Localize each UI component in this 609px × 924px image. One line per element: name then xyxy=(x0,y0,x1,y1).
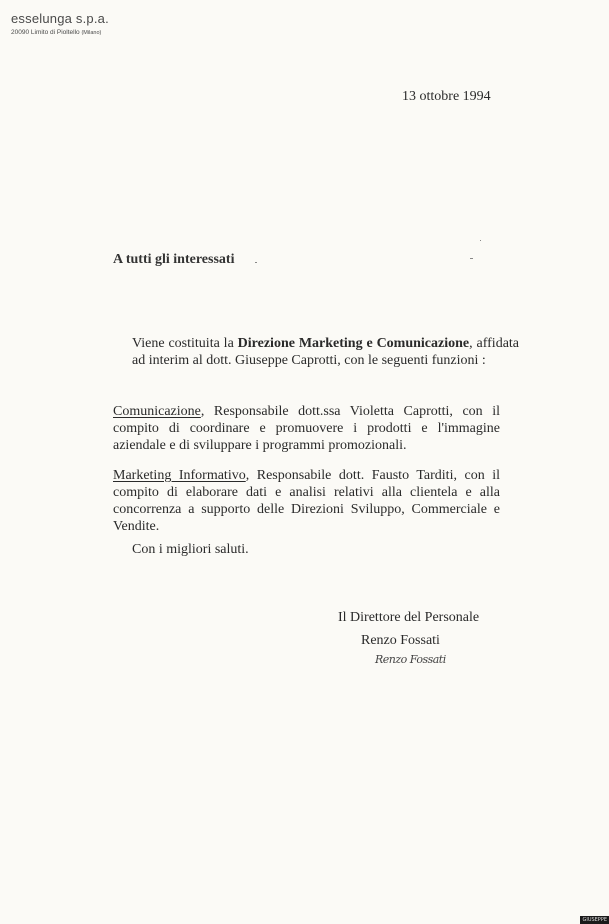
company-name: esselunga s.p.a. xyxy=(11,11,109,26)
section-heading-comunicazione: Comunicazione xyxy=(113,404,201,419)
paragraph-marketing-informativo xyxy=(113,467,500,535)
paper-speck xyxy=(480,240,481,241)
signatory-name: Renzo Fossati xyxy=(361,633,440,648)
handwritten-signature: Renzo Fossati xyxy=(375,653,446,666)
paragraph-comunicazione xyxy=(113,403,500,454)
department-name: Direzione Marketing e Comunicazione xyxy=(237,336,470,351)
section-heading-marketing: Marketing Informativo xyxy=(113,468,246,483)
intro-text-before: Viene costituita la xyxy=(132,336,238,351)
paper-speck xyxy=(255,262,257,263)
watermark-tag: GIUSEPPE xyxy=(582,917,607,923)
address-province: (Milano) xyxy=(81,30,102,36)
marketing-text: , Responsabile dott. Fausto Tarditi, con il compito di elaborare dati e analisi relativi alla clientela e alla concorrenza a supporto delle Direzioni Sviluppo, Commerciale e Vendite. xyxy=(113,468,500,534)
address-line: 20090 Limito di Pioltello xyxy=(11,29,80,36)
closing: Con i migliori saluti. xyxy=(132,542,249,557)
salutation: A tutti gli interessati xyxy=(113,252,235,267)
intro-text-after: , affidata ad interim al dott. Giuseppe Caprotti, con le seguenti funzioni : xyxy=(132,336,520,368)
signature-block xyxy=(338,609,479,668)
letter-date: 13 ottobre 1994 xyxy=(402,89,491,104)
company-address xyxy=(11,29,109,36)
comunicazione-text: , Responsabile dott.ssa Violetta Caprotti, con il compito di coordinare e promuovere i prodotti e l'immagine aziendale e di sviluppare i programmi promozionali. xyxy=(113,404,500,453)
signatory-title: Il Direttore del Personale xyxy=(338,610,480,625)
letterhead xyxy=(11,11,109,36)
paragraph-intro xyxy=(113,335,519,369)
paper-speck xyxy=(470,258,473,259)
